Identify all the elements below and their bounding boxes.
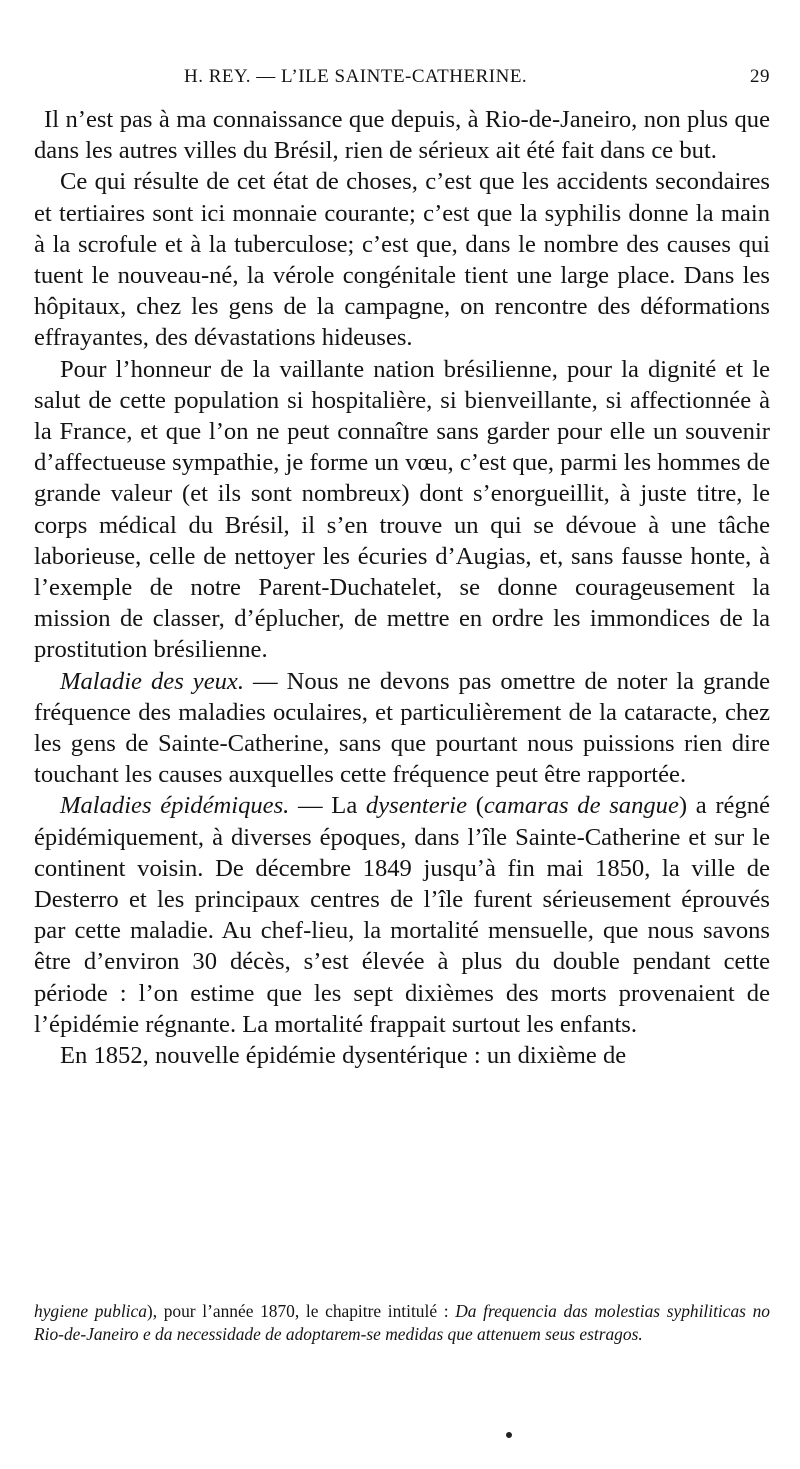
epidemics-text-a: — La [289, 792, 366, 820]
paragraph-epidemics [34, 790, 770, 1040]
paragraph-6: En 1852, nouvelle épidémie dysentérique : un dixième de [60, 1042, 627, 1070]
term-dysenterie: dysenterie [365, 792, 467, 820]
section-heading-eye-diseases: Maladie des yeux. [60, 667, 244, 695]
running-head [34, 66, 770, 94]
paragraph-1: Il n’est pas à ma connaissance que depuis, à Rio-de-Janeiro, non plus que dans les autres villes du Brésil, rien de sérieux ait été fait dans ce but. [34, 106, 770, 165]
footnote [34, 1300, 770, 1345]
paragraph-eye-diseases-text: — Nous ne devons pas omettre de noter la grande fréquence des maladies oculaires, et particulièrement de la cataracte, chez les gens de Sainte-Catherine, sans que pourtant nous puissions rien dire touchant les causes auxquelles cette fréquence peut être rapportée. [34, 667, 770, 789]
paragraph-3: Pour l’honneur de la vaillante nation brésilienne, pour la dignité et le salut de cette population si hospitalière, si bienveillante, si affectionnée à la France, et que l’on ne peut connaître sans garder pour elle un souvenir d’affectueuse sympathie, je forme un vœu, c’est que, parmi les hommes de grande valeur (et ils sont nombreux) dont s’enorgueillit, à juste titre, le corps médical du Brésil, il s’en trouve un qui se dévoue à une tâche laborieuse, celle de nettoyer les écuries d’Augias, et, sans fausse honte, à l’exemple de notre Parent-Duchatelet, se donne courageusement la mission de classer, d’éplucher, de mettre en ordre les immondices de la prostitution brésilienne. [34, 355, 770, 664]
footnote-italic-title: Da frequencia das molestias syphiliticas no Rio-de-Janeiro e da necessidade de adoptarem-se medidas que attenuem seus estragos. [34, 1301, 770, 1344]
page-number: 29 [750, 66, 770, 87]
running-title: H. REY. — L’ILE SAINTE-CATHERINE. [184, 66, 528, 87]
epidemics-text-c: ) a régné épidémiquement, à diverses époques, dans l’île Sainte-Catherine et sur le continent voisin. De décembre 1849 jusqu’à fin mai 1850, la ville de Desterro et les principaux centres de l’île furent sérieusement éprouvés par cette maladie. Au chef-lieu, la mortalité mensuelle, que nous savons être d’environ 30 décès, s’est élevée à plus du double pendant cette période : l’on estime que les sept dixièmes des morts provenaient de l’épidémie régnante. La mortalité frappait surtout les enfants. [34, 792, 770, 1038]
printer-mark [506, 1432, 512, 1438]
section-heading-epidemics: Maladies épidémiques. [60, 792, 290, 820]
paragraph-2: Ce qui résulte de cet état de choses, c’est que les accidents secondaires et tertiaires sont ici monnaie courante; c’est que la syphilis donne la main à la scrofule et à la tuberculose; c’est que, dans le nombre des causes qui tuent le nouveau-né, la vérole congénitale tient une large place. Dans les hôpitaux, chez les gens de la campagne, on rencontre des déformations effrayantes, des dévastations hideuses. [34, 168, 770, 352]
footnote-text-b: ), pour l’année 1870, le chapitre intitulé : [146, 1301, 456, 1321]
footnote-italic-a: hygiene publica [34, 1301, 147, 1321]
epidemics-text-b: ( [467, 792, 484, 820]
term-camaras: camaras de sangue [483, 792, 679, 820]
body-text [34, 104, 770, 1071]
paragraph-eye-diseases [34, 666, 770, 791]
